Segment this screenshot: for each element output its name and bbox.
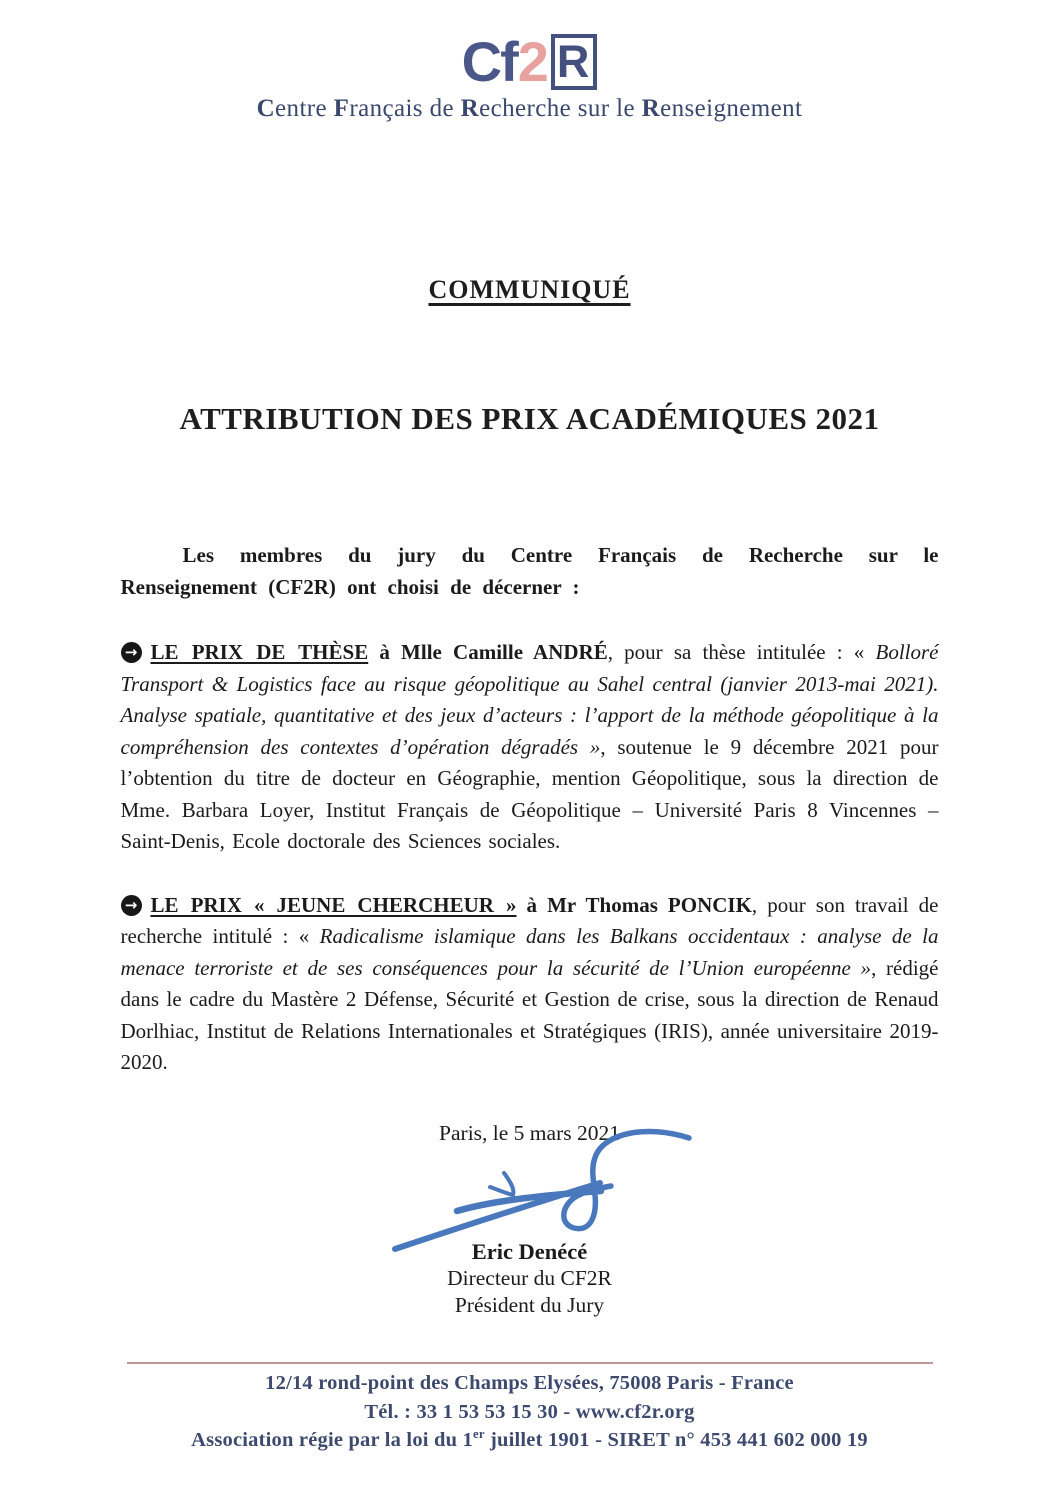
signature-scribble bbox=[387, 1122, 717, 1254]
date-line: Paris, le 5 mars 2021 bbox=[439, 1120, 620, 1145]
prize-these-paragraph: → LE PRIX DE THÈSE à Mlle Camille ANDRÉ, pour sa thèse intitulée : « Bolloré Transport & Logistics face au risque géopolitique au Sahel central (janvier 2013-mai 2021). Analyse spatiale, quantitative et des jeux d’acteurs : l’apport de la méthode géopolitique à la compréhension des contextes d’opération dégradés », soutenue le 9 décembre 2021 pour l’obtention du titre de docteur en Géographie, mention Géopolitique, sous la direction de Mme. Barbara Loyer, Institut Français de Géopolitique – Université Paris 8 Vincennes – Saint-Denis, Ecole doctorale des Sciences sociales. bbox=[120, 640, 939, 853]
footer-address: 12/14 rond-point des Champs Elysées, 75008 Paris - France bbox=[265, 1372, 794, 1394]
communique-heading: COMMUNIQUÉ bbox=[428, 275, 631, 304]
arrow-bullet-icon: → bbox=[121, 895, 142, 916]
signer-name: Eric Denécé bbox=[471, 1238, 588, 1264]
cf2r-logo bbox=[461, 30, 598, 93]
footer-divider bbox=[127, 1362, 933, 1364]
cf2r-logo-text-r-box: R bbox=[551, 34, 598, 90]
signature-stroke-flourish bbox=[563, 1131, 688, 1228]
cf2r-logo-text-2: 2 bbox=[517, 30, 547, 93]
signature-stroke-zigzag bbox=[490, 1173, 513, 1195]
document-title: ATTRIBUTION DES PRIX ACADÉMIQUES 2021 bbox=[179, 401, 880, 436]
document-header bbox=[0, 0, 1059, 123]
signer-role-president: Président du Jury bbox=[454, 1293, 605, 1317]
document-footer bbox=[0, 1362, 1059, 1455]
prize-jeune-chercheur-paragraph: → LE PRIX « JEUNE CHERCHEUR » à Mr Thomas PONCIK, pour son travail de recherche intitulé : « Radicalisme islamique dans les Balkans occidentaux : analyse de la menace terroriste et de ses conséquences pour la sécurité de l’Union européenne », rédigé dans le cadre du Mastère 2 Défense, Sécurité et Gestion de crise, sous la direction de Renaud Dorlhiac, Institut de Relations Internationales et Stratégiques (IRIS), année universitaire 2019-2020. bbox=[120, 892, 939, 1074]
cf2r-logo-text-cf: Cf bbox=[461, 30, 517, 93]
footer-phone-web: Tél. : 33 1 53 53 15 30 - www.cf2r.org bbox=[364, 1400, 695, 1423]
document-body bbox=[121, 539, 939, 1079]
signature-block bbox=[0, 1122, 1059, 1320]
org-name: Centre Français de Recherche sur le Renseignement bbox=[256, 95, 803, 122]
footer-association: Association régie par la loi du 1er juillet 1901 - SIRET n° 453 441 602 000 19 bbox=[191, 1427, 868, 1451]
arrow-bullet-icon: → bbox=[121, 642, 142, 663]
signer-role-director: Directeur du CF2R bbox=[447, 1265, 612, 1290]
intro-paragraph: Les membres du jury du Centre Français de Recherche sur le Renseignement (CF2R) ont choisi de décerner : bbox=[120, 543, 939, 599]
